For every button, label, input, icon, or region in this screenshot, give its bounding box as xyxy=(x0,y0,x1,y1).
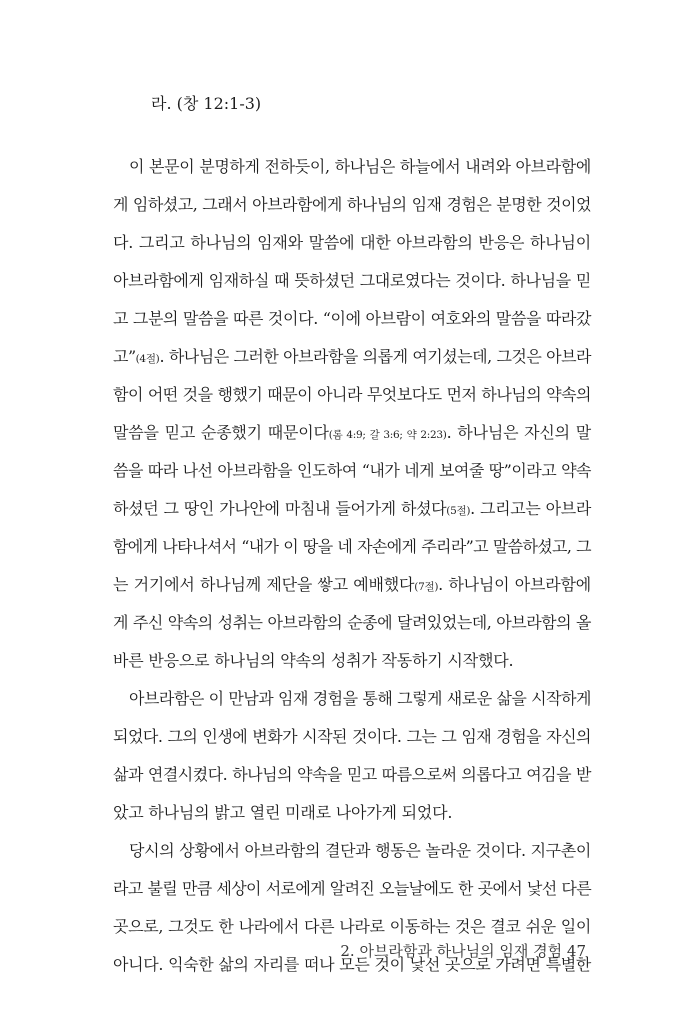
text-line: 아브라함에게 임재하실 때 뜻하셨던 그대로였다는 것이다. 하나님을 믿 xyxy=(113,271,591,290)
text-line: 게 임하셨고, 그래서 아브라함에게 하나님의 임재 경험은 분명한 것이었 xyxy=(113,195,591,214)
text-run: 는 거기에서 하나님께 제단을 쌓고 예배했다 xyxy=(113,575,415,594)
page-footer: 2. 아브라함과 하나님의 임재 경험 47 xyxy=(340,942,586,960)
text-line: 아니다. 익숙한 삶의 자리를 떠나 모든 것이 낯선 곳으로 가려면 특별한 xyxy=(113,955,591,974)
verse-reference: (7절) xyxy=(414,581,439,593)
text-line xyxy=(113,338,591,376)
text-line: 씀을 따라 나선 아브라함을 인도하여 “내가 네게 보여줄 땅”이라고 약속 xyxy=(113,461,591,480)
text-line xyxy=(113,490,591,528)
text-line: 함이 어떤 것을 행했기 때문이 아니라 무엇보다도 먼저 하나님의 약속의 xyxy=(113,385,591,404)
text-run: 말씀을 믿고 순종했기 때문이다 xyxy=(113,423,329,442)
text-run: 고” xyxy=(113,347,136,366)
text-line: 이 본문이 분명하게 전하듯이, 하나님은 하늘에서 내려와 아브라함에 xyxy=(129,157,591,176)
text-line xyxy=(113,414,591,452)
text-line: 게 주신 약속의 성취는 아브라함의 순종에 달려있었는데, 아브라함의 올 xyxy=(113,613,591,632)
text-run: . 하나님은 자신의 말 xyxy=(446,423,591,442)
text-line: 당시의 상황에서 아브라함의 결단과 행동은 놀라운 것이다. 지구촌이 xyxy=(129,841,591,860)
verse-reference: (4절) xyxy=(135,353,160,365)
text-line: 다. 그리고 하나님의 임재와 말씀에 대한 아브라함의 반응은 하나님이 xyxy=(113,233,591,252)
text-line: 라고 불릴 만큼 세상이 서로에게 알려진 오늘날에도 한 곳에서 낯선 다른 xyxy=(113,879,591,898)
verse-reference: (롬 4:9; 갈 3:6; 약 2:23) xyxy=(328,429,447,441)
text-run: . 그리고는 아브라 xyxy=(470,499,591,518)
text-line xyxy=(113,566,591,604)
text-line: 바른 반응으로 하나님의 약속의 성취가 작동하기 시작했다. xyxy=(113,651,514,670)
text-line: 삶과 연결시켰다. 하나님의 약속을 믿고 따름으로써 의롭다고 여김을 받 xyxy=(113,765,591,784)
body-text xyxy=(113,148,591,984)
verse-reference: (5절) xyxy=(446,505,471,517)
text-line: 곳으로, 그것도 한 나라에서 다른 나라로 이동하는 것은 결코 쉬운 일이 xyxy=(113,917,591,936)
text-line: 고 그분의 말씀을 따른 것이다. “이에 아브람이 여호와의 말씀을 따라갔 xyxy=(113,309,592,328)
text-line: 았고 하나님의 밝고 열린 미래로 나아가게 되었다. xyxy=(113,803,453,822)
text-line: 함에게 나타나셔서 “내가 이 땅을 네 자손에게 주리라”고 말씀하셨고, 그 xyxy=(113,537,591,556)
text-line: 되었다. 그의 인생에 변화가 시작된 것이다. 그는 그 임재 경험을 자신의 xyxy=(113,727,591,746)
text-line: 아브라함은 이 만남과 임재 경험을 통해 그렇게 새로운 삶을 시작하게 xyxy=(129,689,591,708)
text-run: . 하나님이 아브라함에 xyxy=(438,575,591,594)
quote-citation-tail: 라. (창 12:1-3) xyxy=(151,94,262,113)
text-run: 하셨던 그 땅인 가나안에 마침내 들어가게 하셨다 xyxy=(113,499,447,518)
text-run: . 하나님은 그러한 아브라함을 의롭게 여기셨는데, 그것은 아브라 xyxy=(159,347,591,366)
